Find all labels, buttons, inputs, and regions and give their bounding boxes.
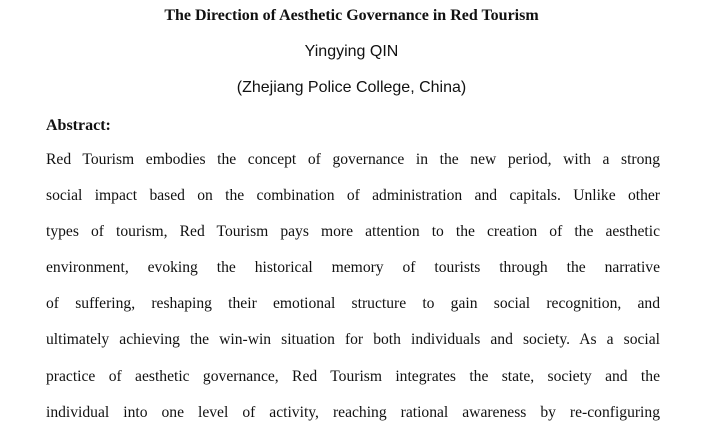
abstract-line: of suffering, reshaping their emotional structure to gain social recognition, and [46, 295, 660, 313]
author-affiliation: (Zhejiang Police College, China) [236, 79, 467, 96]
abstract-line: Red Tourism embodies the concept of governance in the new period, with a strong [46, 151, 660, 168]
abstract-line: social impact based on the combination of administration and capitals. Unlike other [46, 187, 660, 205]
author-name: Yingying QIN [304, 43, 399, 60]
abstract-body [46, 148, 660, 437]
abstract-line: environment, evoking the historical memory of tourists through the narrative [46, 259, 660, 277]
abstract-heading: Abstract: [46, 117, 111, 134]
abstract-line: individual into one level of activity, reaching rational awareness by re-configuring [46, 403, 660, 421]
paper-title: The Direction of Aesthetic Governance in Red Tourism [164, 7, 539, 24]
abstract-line: practice of aesthetic governance, Red Tourism integrates the state, society and the [46, 367, 660, 385]
abstract-line: ultimately achieving the win-win situation for both individuals and society. As a social [46, 331, 660, 349]
abstract-line: types of tourism, Red Tourism pays more attention to the creation of the aesthetic [46, 223, 660, 241]
